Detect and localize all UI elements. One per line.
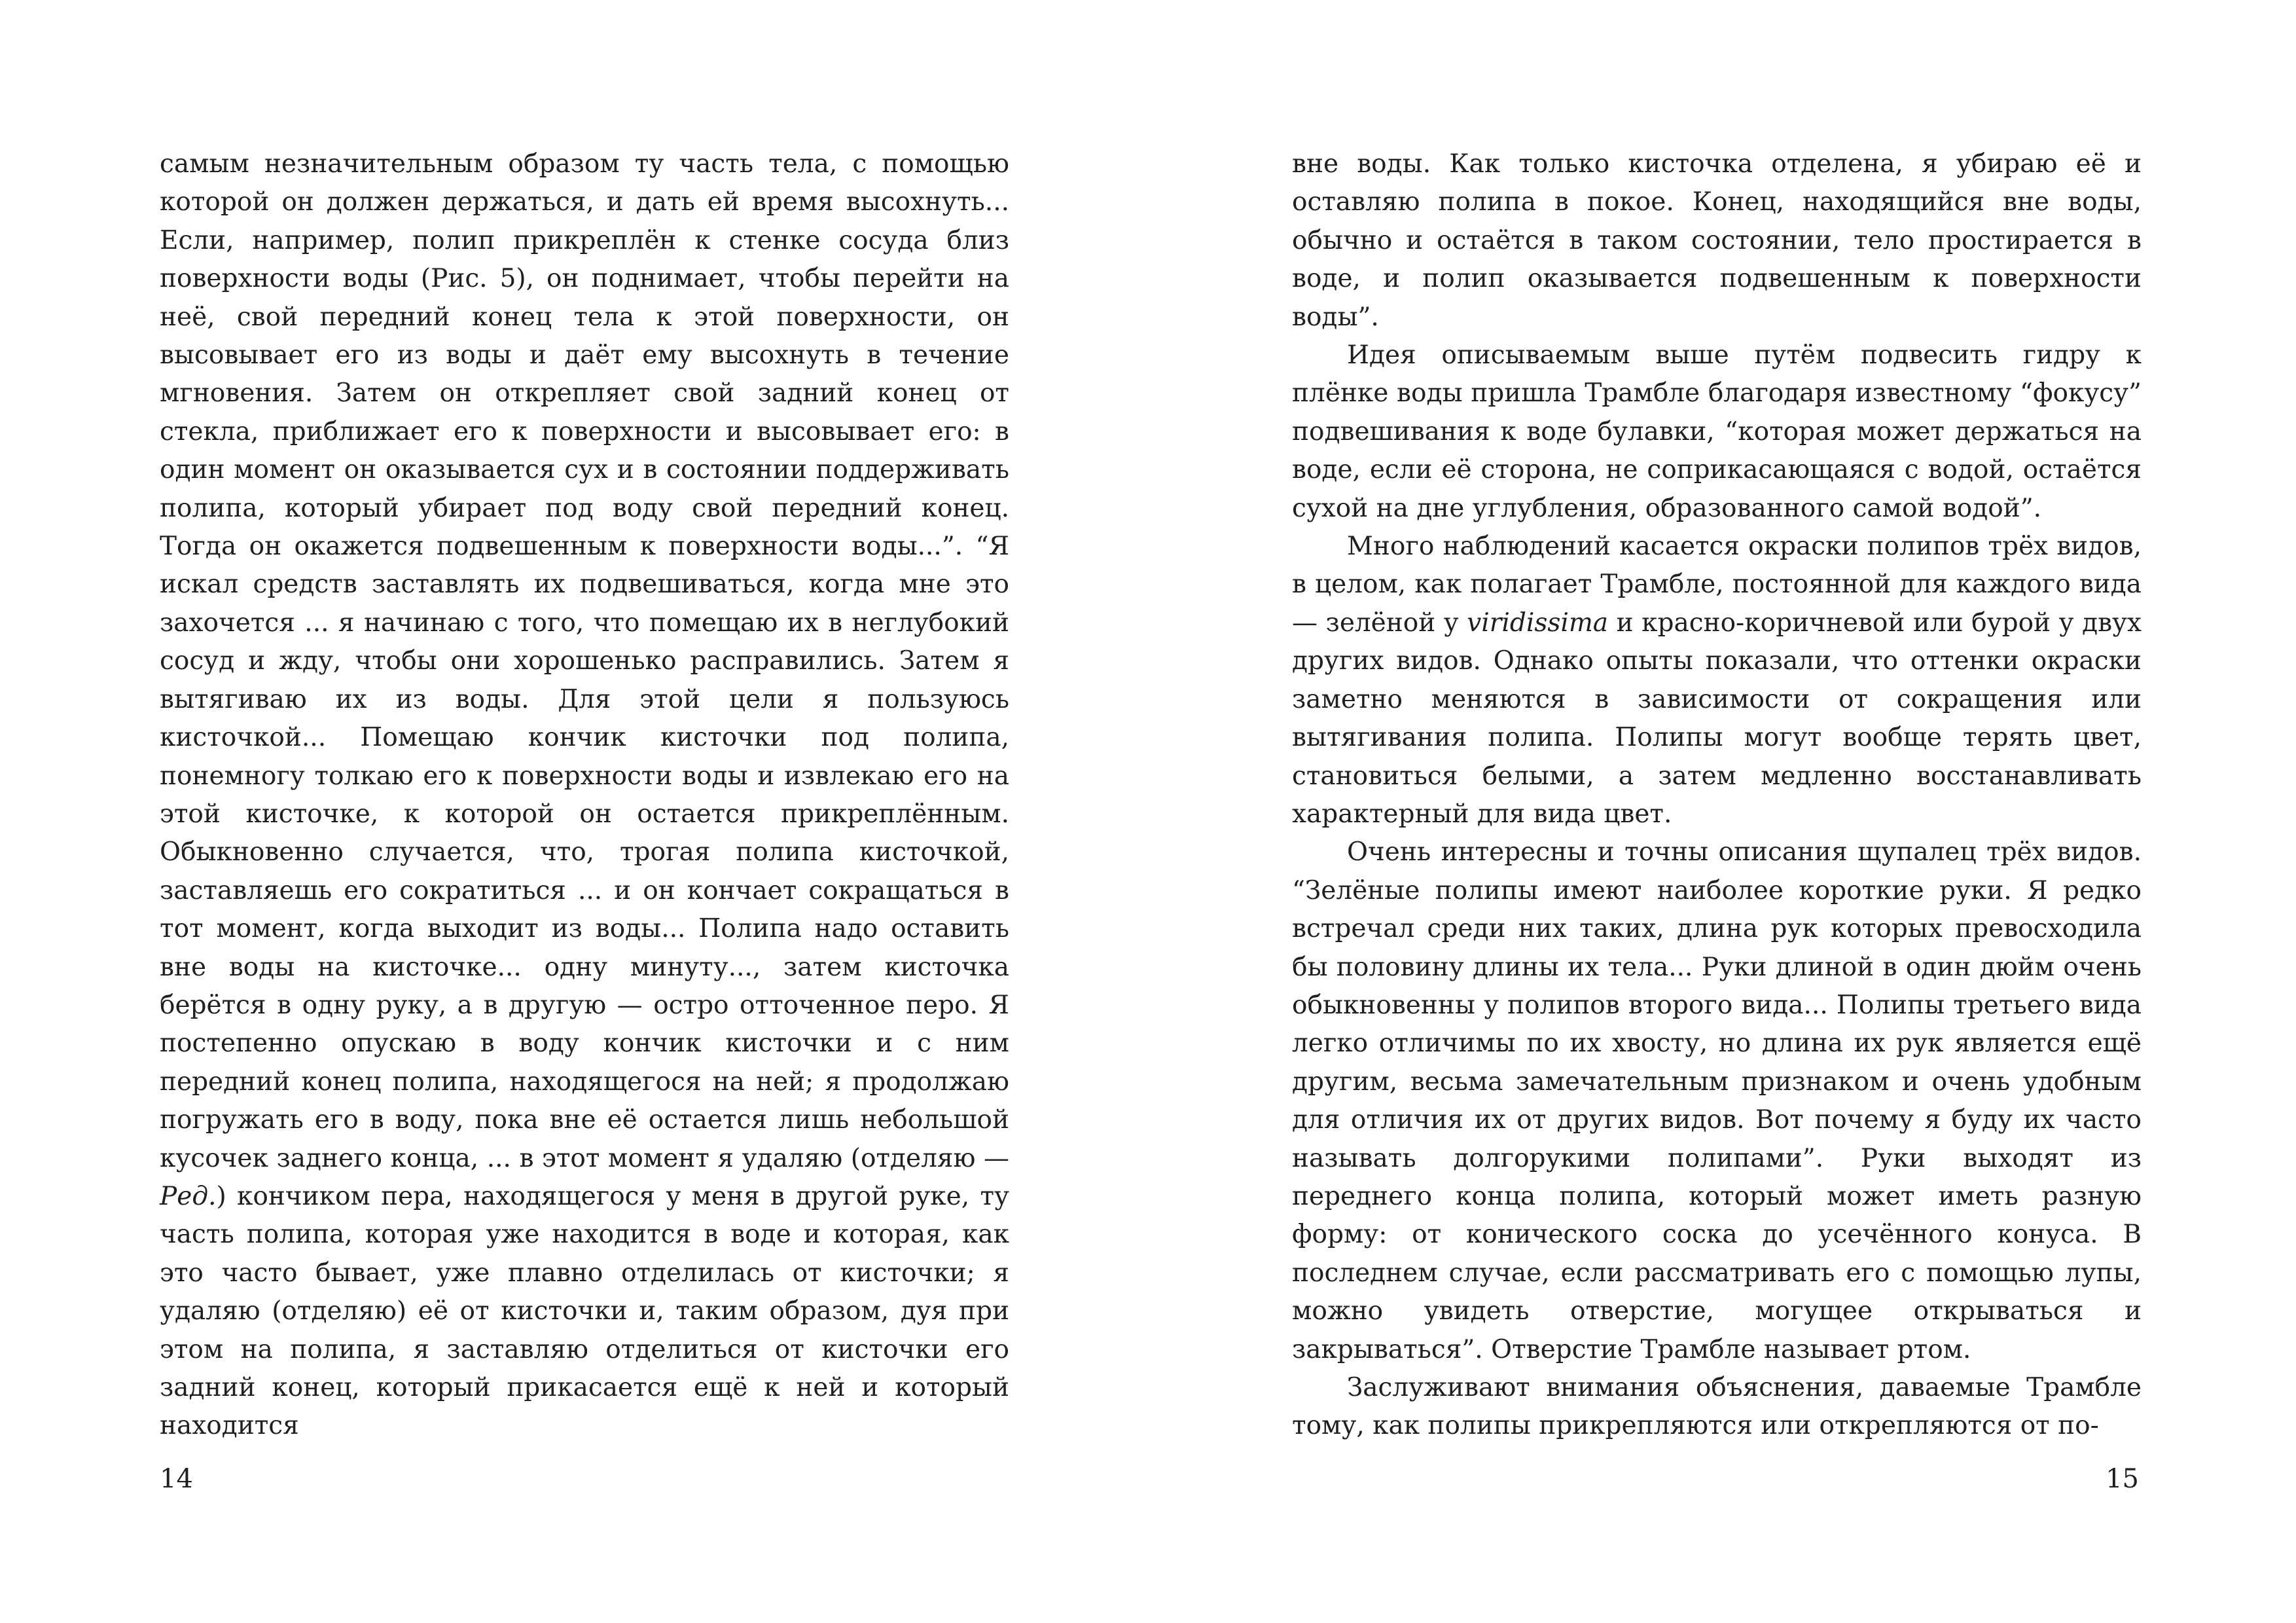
italic-run: viridissima bbox=[1467, 608, 1609, 638]
text-run: Заслуживают внимания объяснения, даваемые Трамбле тому, как полипы прикрепляются или открепляются от по- bbox=[1292, 1373, 2142, 1441]
text-run: Много наблюдений касается окраски полипов трёх видов, в целом, как полагает Трамбле, постоянной для каждого вида — зелёной у bbox=[1292, 532, 2142, 638]
text-run: самым незначительным образом ту часть тела, с помощью которой он должен держаться, и дать ей время высохнуть... Если, например, полип прикреплён к стенке сосуда близ поверхности воды (Рис. 5), он поднимает, чтобы перейти на неё, свой передний конец тела к этой поверхности, он высовывает его из воды и даёт ему высохнуть в течение мгновения. Затем он открепляет свой задний конец от стекла, приближает его к поверхности и высовывает его: в один момент он оказывается сух и в состоянии поддерживать полипа, который убирает под воду свой передний конец. Тогда он окажется подвешенным к поверхности воды...”. “Я искал средств заставлять их подвешиваться, когда мне это захочется ... я начинаю с того, что помещаю их в неглубокий сосуд и жду, чтобы они хорошенько расправились. Затем я вытягиваю их из воды. Для этой цели я пользуюсь кисточкой... Помещаю кончик кисточки под полипа, понемногу толкаю его к поверхности воды и извлекаю его на этой кисточке, к которой он остается прикреплённым. Обыкновенно случается, что, трогая полипа кисточкой, заставляешь его сократиться ... и он кончает сокращаться в тот момент, когда выходит из воды... Полипа надо оставить вне воды на кисточке... одну минуту..., затем кисточка берётся в одну руку, а в другую — остро отточенное перо. Я постепенно опускаю в воду кончик кисточки и с ним передний конец полипа, находящегося на ней; я продолжаю погружать его в воду, пока вне её остается лишь небольшой кусочек заднего конца, ... в этот момент я удаляю (отделяю — bbox=[160, 149, 1009, 1173]
right-page bbox=[1292, 145, 2142, 1540]
text-run: Очень интересны и точны описания щупалец трёх видов. “Зелёные полипы имеют наиболее короткие руки. Я редко встречал среди них таких, длина рук которых превосходила бы половину длины их тела... Руки длиной в один дюйм очень обыкновенны у полипов второго вида... Полипы третьего вида легко отличимы по их хвосту, но длина их рук является ещё другим, весьма замечательным признаком и очень удобным для отличия их от других видов. Вот почему я буду их часто называть долгорукими полипами”. Руки выходят из переднего конца полипа, который может иметь разную форму: от конического соска до усечённого конуса. В последнем случае, если рассматривать его с помощью лупы, можно увидеть отверстие, могущее открываться и закрываться”. Отверстие Трамбле называет ртом. bbox=[1292, 837, 2142, 1364]
text-run: вне воды. Как только кисточка отделена, я убираю её и оставляю полипа в покое. Конец, находящийся вне воды, обычно и остаётся в таком состоянии, тело простирается в воде, и полип оказывается подвешенным к поверхности воды”. bbox=[1292, 149, 2142, 332]
paragraph bbox=[1292, 337, 2142, 528]
page-number-left: 14 bbox=[160, 1464, 193, 1494]
text-run: и красно-коричневой или бурой у двух других видов. Однако опыты показали, что оттенки окраски заметно меняются в зависимости от сокращения или вытягивания полипа. Полипы могут вообще терять цвет, становиться белыми, а затем медленно восстанавливать характерный для вида цвет. bbox=[1292, 608, 2142, 829]
paragraph bbox=[160, 145, 1009, 1446]
paragraph bbox=[1292, 145, 2142, 337]
text-run: Идея описываемым выше путём подвесить гидру к плёнке воды пришла Трамбле благодаря известному “фокусу” подвешивания к воде булавки, “которая может держаться на воде, если её сторона, не соприкасающаяся с водой, остаётся сухой на дне углубления, образованного самой водой”. bbox=[1292, 340, 2142, 523]
text-run: ) кончиком пера, находящегося у меня в другой руке, ту часть полипа, которая уже находится в воде и которая, как это часто бывает, уже плавно отделилась от кисточки; я удаляю (отделяю) её от кисточки и, таким образом, дуя при этом на полипа, я заставляю отделиться от кисточки его задний конец, который прикасается ещё к ней и который находится bbox=[160, 1181, 1009, 1441]
paragraph bbox=[1292, 833, 2142, 1369]
left-page bbox=[160, 145, 1009, 1540]
italic-run: Ред. bbox=[160, 1181, 217, 1211]
page-number-right: 15 bbox=[2106, 1464, 2139, 1494]
paragraph bbox=[1292, 1369, 2142, 1446]
paragraph bbox=[1292, 528, 2142, 833]
